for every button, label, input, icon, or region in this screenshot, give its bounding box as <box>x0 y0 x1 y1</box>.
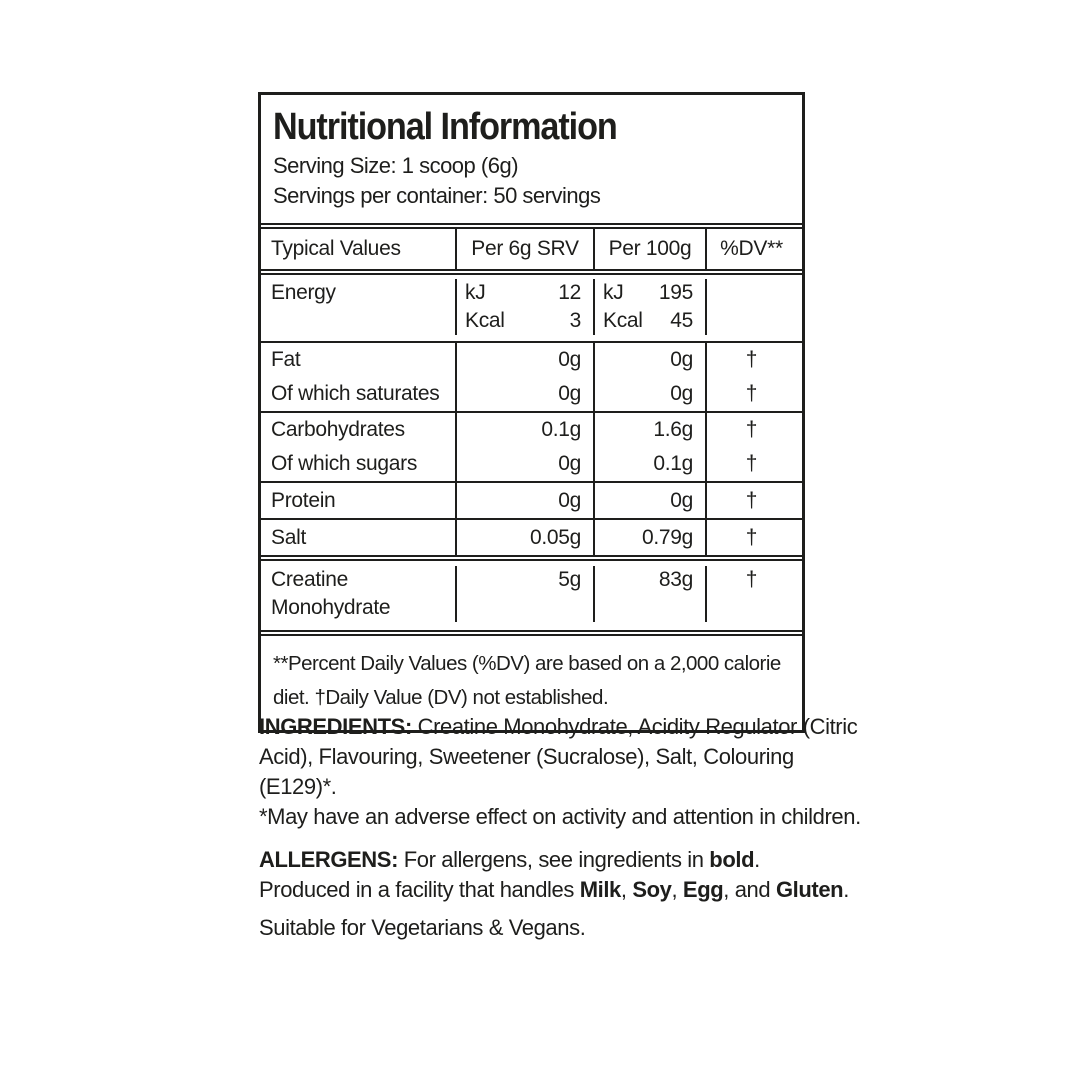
unit-label: Kcal <box>465 309 505 332</box>
unit-value: 45 <box>670 309 693 332</box>
energy-srv-kcal <box>457 307 593 335</box>
unit-value: 195 <box>658 281 693 304</box>
row-label: Energy <box>271 281 336 304</box>
unit-label: kJ <box>465 281 486 304</box>
table-row-group-fat <box>261 341 802 411</box>
row-per-srv: 0g <box>455 483 593 518</box>
row-dv: † <box>705 413 796 447</box>
row-per-100g: 0.1g <box>593 447 705 481</box>
facility-text: Produced in a facility that handles Milk, Soy, Egg, and Gluten. <box>259 877 849 902</box>
daily-value-footnote: **Percent Daily Values (%DV) are based on a 2,000 calorie diet. †Daily Value (DV) not established. <box>261 634 802 730</box>
row-per-100g: 0g <box>593 377 705 411</box>
colouring-warning-text: *May have an adverse effect on activity and attention in children. <box>259 804 861 829</box>
table-row-protein <box>261 481 802 518</box>
table-row-energy <box>261 273 802 341</box>
table-row-salt <box>261 518 802 557</box>
row-dv: † <box>705 343 796 377</box>
unit-value: 3 <box>569 309 581 332</box>
row-label: Fat <box>271 348 301 371</box>
unit-label: Kcal <box>603 309 643 332</box>
column-header-dv: %DV** <box>705 229 796 269</box>
allergens-text: ALLERGENS: For allergens, see ingredients in bold. <box>259 847 760 872</box>
row-per-srv: 5g <box>455 566 593 622</box>
panel-header <box>261 95 802 225</box>
column-header-typical-values: Typical Values <box>271 237 401 260</box>
panel-title: Nutritional Information <box>273 106 617 148</box>
row-label: Of which sugars <box>271 452 418 475</box>
energy-100g-kj <box>595 279 705 307</box>
row-label: Of which saturates <box>271 382 440 405</box>
serving-size-line: Serving Size: 1 scoop (6g) <box>273 153 519 178</box>
row-label: Creatine Monohydrate <box>271 568 391 619</box>
row-label: Protein <box>271 489 336 512</box>
row-per-100g: 0g <box>593 343 705 377</box>
table-header-row <box>261 227 802 271</box>
column-header-per-100g: Per 100g <box>593 229 705 269</box>
servings-per-container-line: Servings per container: 50 servings <box>273 183 601 208</box>
row-dv: † <box>705 520 796 555</box>
row-label: Salt <box>271 526 306 549</box>
energy-srv-kj <box>457 279 593 307</box>
row-per-100g: 1.6g <box>593 413 705 447</box>
energy-per-100g <box>593 279 705 335</box>
row-dv: † <box>705 447 796 481</box>
row-per-100g: 83g <box>593 566 705 622</box>
energy-dv <box>705 279 796 335</box>
info-block <box>259 712 864 943</box>
row-per-srv: 0g <box>455 343 593 377</box>
table-row-group-carbohydrates <box>261 411 802 481</box>
unit-label: kJ <box>603 281 624 304</box>
row-dv: † <box>705 483 796 518</box>
energy-per-srv <box>455 279 593 335</box>
row-per-srv: 0g <box>455 377 593 411</box>
energy-100g-kcal <box>595 307 705 335</box>
ingredients-text: INGREDIENTS: Creatine Monohydrate, Acidity Regulator (Citric Acid), Flavouring, Sweetener (Sucralose), Salt, Colouring (E129)*. <box>259 714 858 799</box>
row-dv: † <box>705 566 796 622</box>
table-row-creatine-monohydrate <box>261 559 802 632</box>
row-per-srv: 0.1g <box>455 413 593 447</box>
row-per-srv: 0.05g <box>455 520 593 555</box>
row-per-100g: 0.79g <box>593 520 705 555</box>
suitable-text: Suitable for Vegetarians & Vegans. <box>259 915 586 940</box>
unit-value: 12 <box>558 281 581 304</box>
row-per-100g: 0g <box>593 483 705 518</box>
column-header-per-srv: Per 6g SRV <box>455 229 593 269</box>
row-dv: † <box>705 377 796 411</box>
row-label: Carbohydrates <box>271 418 405 441</box>
nutrition-panel <box>258 92 805 733</box>
row-per-srv: 0g <box>455 447 593 481</box>
